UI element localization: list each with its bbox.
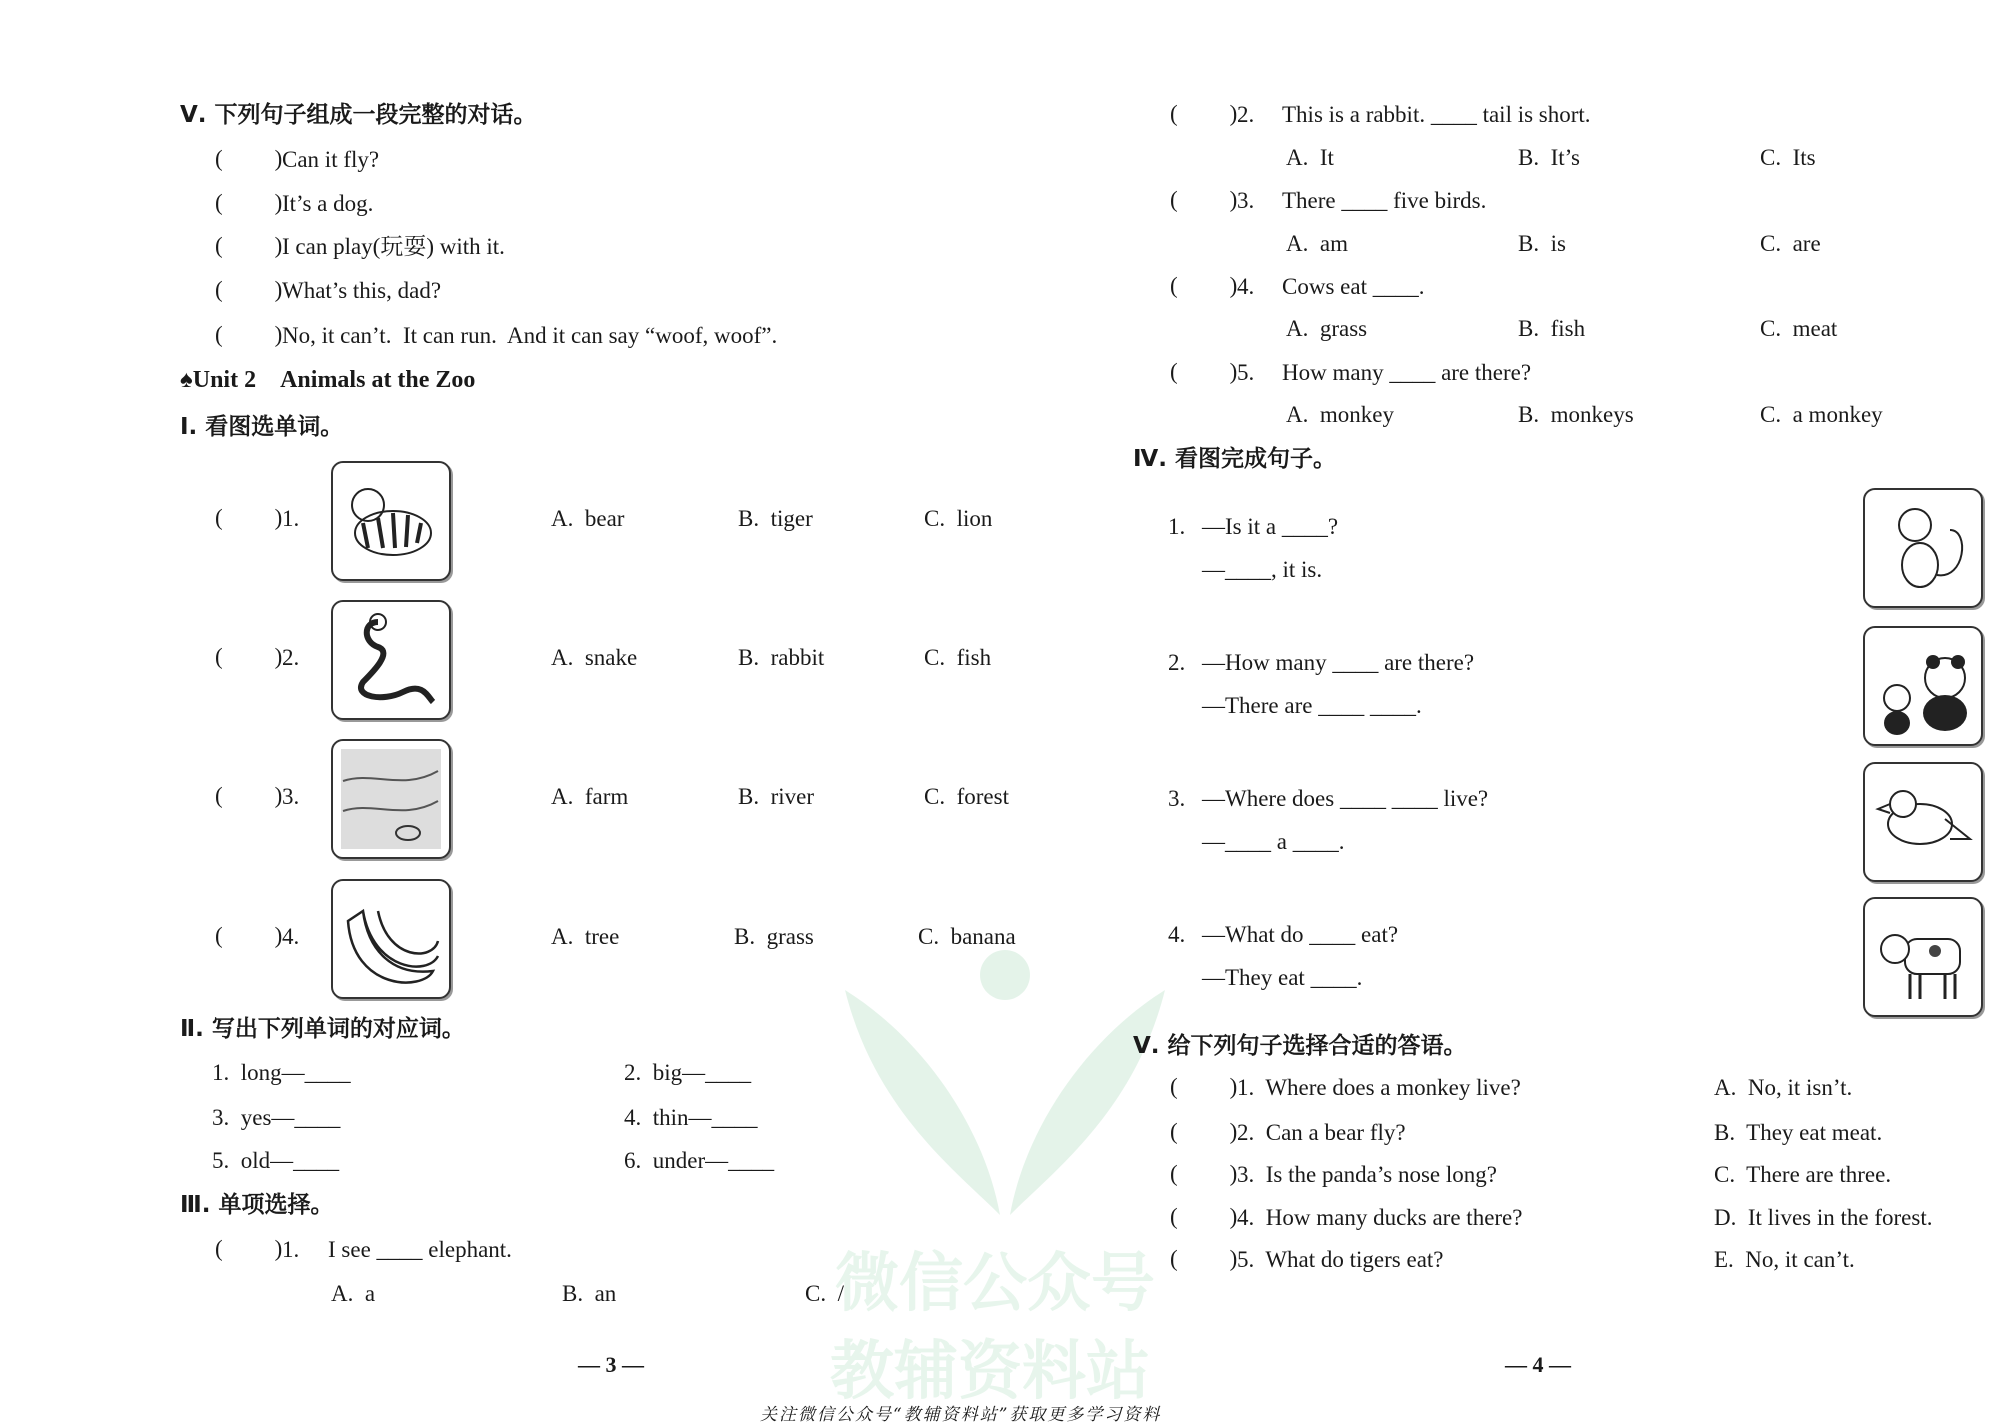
section-5-answers-title: Ⅴ. 给下列句子选择合适的答语。 xyxy=(1133,1033,1467,1059)
option-c[interactable]: C. banana xyxy=(918,924,1016,949)
antonym-item: 5. old—____ xyxy=(212,1148,340,1173)
banana-picture xyxy=(331,879,451,999)
question-text: Cows eat ____. xyxy=(1282,274,1425,299)
answer-bracket[interactable]: ( ) xyxy=(1170,273,1238,298)
question-text: How many ____ are there? xyxy=(1282,360,1532,385)
sentence-line: —How many ____ are there? xyxy=(1202,650,1475,675)
question-number: 5. xyxy=(1237,360,1255,385)
snake-picture xyxy=(331,600,451,720)
answer-option: A. No, it isn’t. xyxy=(1714,1075,1853,1100)
question-number: 3. xyxy=(1168,786,1186,811)
option-a[interactable]: A. snake xyxy=(551,645,638,670)
question-text: This is a rabbit. ____ tail is short. xyxy=(1282,102,1591,127)
option-b[interactable]: B. It’s xyxy=(1518,145,1580,170)
bird-picture xyxy=(1863,762,1983,882)
sentence-line: —They eat ____. xyxy=(1202,965,1363,990)
tiger-picture xyxy=(331,461,451,581)
question-text: 3. Is the panda’s nose long? xyxy=(1237,1162,1497,1187)
answer-bracket[interactable]: ( ) xyxy=(215,1236,283,1261)
answer-bracket[interactable]: ( ) xyxy=(215,923,283,948)
answer-bracket[interactable]: ( ) xyxy=(1170,1246,1238,1271)
question-number: 4. xyxy=(282,924,300,949)
option-b[interactable]: B. an xyxy=(562,1281,617,1306)
section-4-title: Ⅳ. 看图完成句子。 xyxy=(1133,446,1337,472)
answer-bracket[interactable]: ( ) xyxy=(215,644,283,669)
answer-option: C. There are three. xyxy=(1714,1162,1892,1187)
answer-bracket[interactable]: ( ) xyxy=(1170,359,1238,384)
question-number: 2. xyxy=(282,645,300,670)
section-3-title: Ⅲ. 单项选择。 xyxy=(180,1192,334,1218)
sentence-line: —Is it a ____? xyxy=(1202,514,1339,539)
option-a[interactable]: A. tree xyxy=(551,924,620,949)
answer-bracket[interactable]: ( ) xyxy=(1170,1119,1238,1144)
unit-heading xyxy=(180,367,475,394)
antonym-item: 2. big—____ xyxy=(624,1060,752,1085)
dialogue-sentence: I can play(玩耍) with it. xyxy=(282,234,505,259)
page-number-4: — 4 — xyxy=(1505,1352,1571,1377)
answer-bracket[interactable]: ( ) xyxy=(215,783,283,808)
option-c[interactable]: C. a monkey xyxy=(1760,402,1883,427)
answer-bracket[interactable]: ( ) xyxy=(1170,101,1238,126)
sentence-line: —____, it is. xyxy=(1202,557,1323,582)
question-text: 4. How many ducks are there? xyxy=(1237,1205,1523,1230)
dialogue-sentence: No, it can’t. It can run. And it can say “woof, woof”. xyxy=(282,323,778,348)
question-number: 1. xyxy=(1168,514,1186,539)
answer-bracket[interactable]: ( ) xyxy=(215,190,283,215)
section-5-title: Ⅴ. 下列句子组成一段完整的对话。 xyxy=(180,102,537,128)
option-b[interactable]: B. tiger xyxy=(738,506,813,531)
dialogue-sentence: What’s this, dad? xyxy=(282,278,442,303)
sentence-line: —What do ____ eat? xyxy=(1202,922,1399,947)
antonym-item: 3. yes—____ xyxy=(212,1105,341,1130)
question-number: 2. xyxy=(1168,650,1186,675)
question-text: 5. What do tigers eat? xyxy=(1237,1247,1444,1272)
option-a[interactable]: A. It xyxy=(1286,145,1334,170)
option-a[interactable]: A. monkey xyxy=(1286,402,1394,427)
option-a[interactable]: A. farm xyxy=(551,784,629,809)
answer-bracket[interactable]: ( ) xyxy=(215,277,283,302)
spade-icon: ♠ xyxy=(180,367,193,393)
section-2-title: Ⅱ. 写出下列单词的对应词。 xyxy=(180,1016,465,1042)
question-text: I see ____ elephant. xyxy=(328,1237,512,1262)
question-text: 2. Can a bear fly? xyxy=(1237,1120,1406,1145)
question-number: 3. xyxy=(1237,188,1255,213)
question-number: 3. xyxy=(282,784,300,809)
answer-bracket[interactable]: ( ) xyxy=(215,233,283,258)
answer-bracket[interactable]: ( ) xyxy=(215,505,283,530)
answer-option: B. They eat meat. xyxy=(1714,1120,1883,1145)
antonym-item: 1. long—____ xyxy=(212,1060,351,1085)
option-b[interactable]: B. grass xyxy=(734,924,814,949)
page-number-3: — 3 — xyxy=(578,1352,644,1377)
option-c[interactable]: C. meat xyxy=(1760,316,1838,341)
question-text: 1. Where does a monkey live? xyxy=(1237,1075,1521,1100)
option-c[interactable]: C. lion xyxy=(924,506,993,531)
sentence-line: —Where does ____ ____ live? xyxy=(1202,786,1489,811)
dialogue-sentence: Can it fly? xyxy=(282,147,380,172)
option-b[interactable]: B. is xyxy=(1518,231,1566,256)
option-b[interactable]: B. river xyxy=(738,784,815,809)
section-1-title: Ⅰ. 看图选单词。 xyxy=(180,414,344,440)
answer-bracket[interactable]: ( ) xyxy=(1170,1161,1238,1186)
sentence-line: —There are ____ ____. xyxy=(1202,693,1422,718)
option-c[interactable]: C. fish xyxy=(924,645,992,670)
question-number: 2. xyxy=(1237,102,1255,127)
question-number: 4. xyxy=(1237,274,1255,299)
unit-title: Animals at the Zoo xyxy=(280,367,476,393)
option-c[interactable]: C. are xyxy=(1760,231,1821,256)
option-c[interactable]: C. Its xyxy=(1760,145,1816,170)
sentence-line: —____ a ____. xyxy=(1202,829,1345,854)
cow-picture xyxy=(1863,897,1983,1017)
option-b[interactable]: B. fish xyxy=(1518,316,1586,341)
option-a[interactable]: A. grass xyxy=(1286,316,1368,341)
option-b[interactable]: B. rabbit xyxy=(738,645,825,670)
watermark-logo xyxy=(835,950,1175,1220)
pandas-picture xyxy=(1863,626,1983,746)
answer-bracket[interactable]: ( ) xyxy=(1170,1074,1238,1099)
answer-bracket[interactable]: ( ) xyxy=(215,322,283,347)
option-c[interactable]: C. / xyxy=(805,1281,844,1306)
question-number: 4. xyxy=(1168,922,1186,947)
question-number: 1. xyxy=(282,506,300,531)
dialogue-sentence: It’s a dog. xyxy=(282,191,374,216)
answer-bracket[interactable]: ( ) xyxy=(1170,187,1238,212)
answer-bracket[interactable]: ( ) xyxy=(215,146,283,171)
option-a[interactable]: A. am xyxy=(1286,231,1348,256)
antonym-item: 4. thin—____ xyxy=(624,1105,758,1130)
answer-bracket[interactable]: ( ) xyxy=(1170,1204,1238,1229)
monkey-picture xyxy=(1863,488,1983,608)
answer-option: D. It lives in the forest. xyxy=(1714,1205,1933,1230)
answer-option: E. No, it can’t. xyxy=(1714,1247,1855,1272)
question-text: There ____ five birds. xyxy=(1282,188,1487,213)
watermark-text-2: 教辅资料站 xyxy=(830,1335,1150,1409)
option-a[interactable]: A. bear xyxy=(551,506,625,531)
question-number: 1. xyxy=(282,1237,300,1262)
option-b[interactable]: B. monkeys xyxy=(1518,402,1634,427)
footer-note: 关注微信公众号“教辅资料站”获取更多学习资料 xyxy=(760,1405,1162,1425)
option-c[interactable]: C. forest xyxy=(924,784,1009,809)
option-a[interactable]: A. a xyxy=(331,1281,376,1306)
river-picture xyxy=(331,739,451,859)
unit-label: Unit 2 xyxy=(192,367,257,393)
watermark-text-1: 微信公众号 xyxy=(835,1247,1155,1321)
antonym-item: 6. under—____ xyxy=(624,1148,775,1173)
